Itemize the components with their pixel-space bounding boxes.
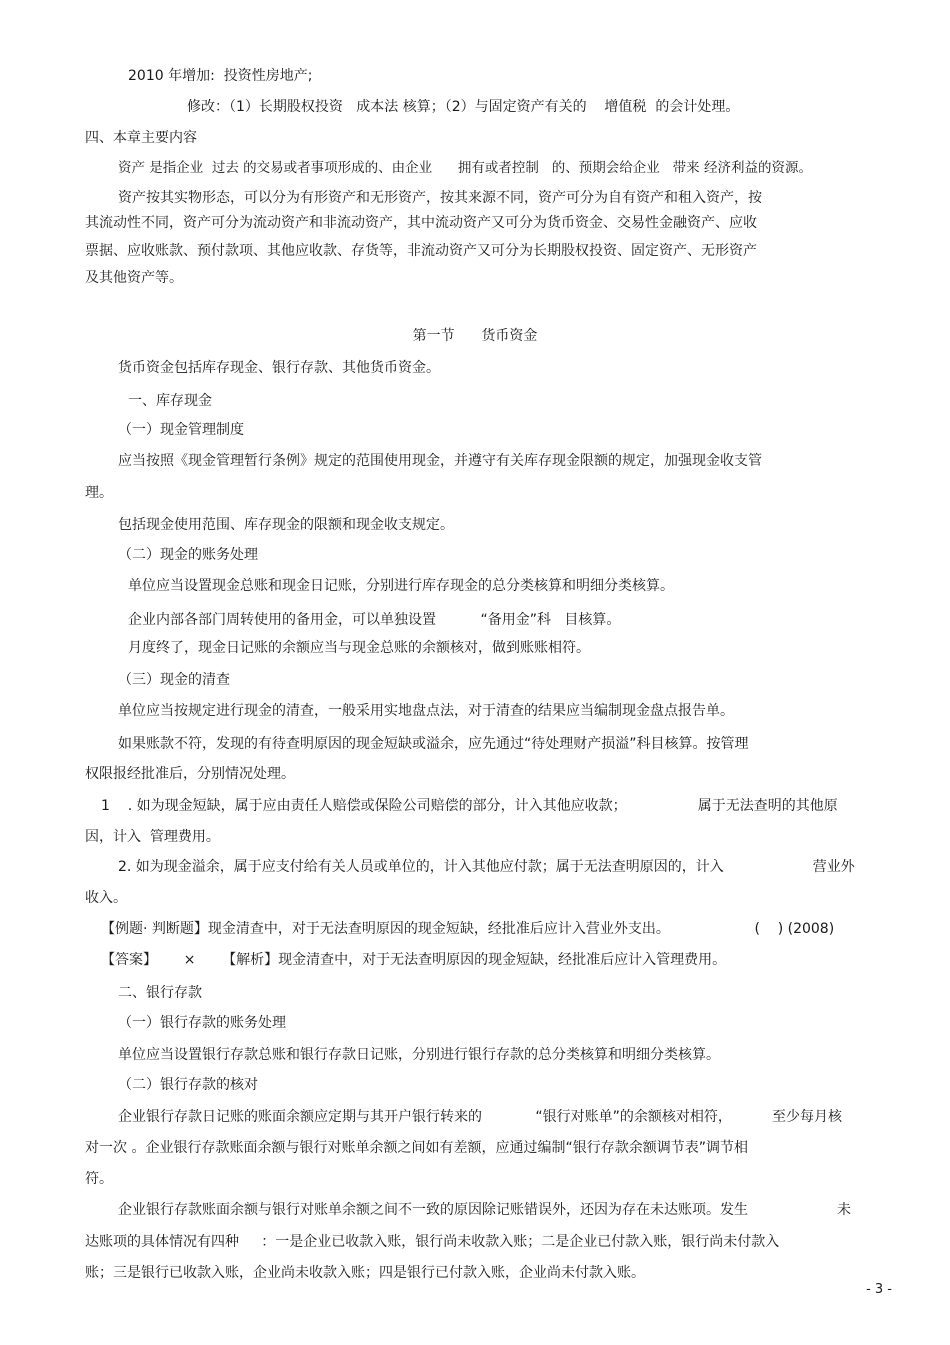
page-number: - 3 - [866, 1282, 892, 1297]
text-line: 包括现金使用范围、库存现金的限额和现金收支规定。 [118, 517, 454, 533]
subsection-heading: 一、库存现金 [128, 393, 212, 409]
chapter-section-title: 第一节 货币资金 [412, 328, 538, 344]
text-line: 收入。 [85, 890, 127, 906]
text-line: 及其他资产等。 [85, 270, 183, 286]
subsection-heading: （二）现金的账务处理 [118, 547, 258, 563]
subsection-heading: （三）现金的清查 [118, 672, 230, 688]
text-line: 应当按照《现金管理暂行条例》规定的范围使用现金，并遵守有关库存现金限额的规定，加强现金收支管 [118, 453, 762, 469]
text-line: 账；三是银行已收款入账，企业尚未收款入账；四是银行已付款入账，企业尚未付款入账。 [85, 1265, 645, 1281]
text-line: 资产 是指企业 过去 的交易或者事项形成的、由企业 拥有或者控制 的、预期会给企业 带来 经济利益的资源。 [118, 160, 812, 176]
text-line: 2010 年增加: 投资性房地产; [128, 68, 313, 84]
text-line: 2. 如为现金溢余，属于应支付给有关人员或单位的，计入其他应付款；属于无法查明原因的，计入 营业外 [118, 859, 855, 875]
text-line: 单位应当设置银行存款总账和银行存款日记账，分别进行银行存款的总分类核算和明细分类核算。 [118, 1047, 720, 1063]
text-line: 企业内部各部门周转使用的备用金，可以单独设置 “备用金”科 目核算。 [128, 612, 621, 628]
example-answer: 【答案】 × 【解析】现金清查中，对于无法查明原因的现金短缺，经批准后应计入管理费用。 [101, 952, 727, 968]
subsection-heading: 二、银行存款 [118, 985, 202, 1001]
text-line: 其流动性不同，资产可分为流动资产和非流动资产，其中流动资产又可分为货币资金、交易性金融资产、应收 [85, 215, 757, 231]
text-line: 权限报经批准后，分别情况处理。 [85, 766, 295, 782]
text-line: 单位应当设置现金总账和现金日记账，分别进行库存现金的总分类核算和明细分类核算。 [128, 578, 674, 594]
section-heading: 四、本章主要内容 [85, 130, 197, 146]
text-line: 如果账款不符，发现的有待查明原因的现金短缺或溢余，应先通过“待处理财产损溢”科目核算。按管理 [118, 736, 749, 752]
text-line: 达账项的具体情况有四种 ：一是企业已收款入账，银行尚未收款入账；二是企业已付款入账，银行尚未付款入 [85, 1234, 780, 1250]
text-line: 因，计入 管理费用。 [85, 829, 220, 845]
text-line: 资产按其实物形态，可以分为有形资产和无形资产，按其来源不同，资产可分为自有资产和租入资产，按 [118, 190, 762, 206]
text-line: 修改：（1）长期股权投资 成本法 核算；（2）与固定资产有关的 增值税 的会计处理。 [187, 99, 740, 115]
subsection-heading: （一）银行存款的账务处理 [118, 1015, 286, 1031]
text-line: 货币资金包括库存现金、银行存款、其他货币资金。 [118, 360, 440, 376]
text-line: 单位应当按规定进行现金的清查，一般采用实地盘点法，对于清查的结果应当编制现金盘点报告单。 [118, 703, 734, 719]
text-line: 理。 [85, 485, 113, 501]
text-line: 1 . 如为现金短缺，属于应由责任人赔偿或保险公司赔偿的部分，计入其他应收款； 属于无法查明的其他原 [101, 798, 838, 814]
subsection-heading: （一）现金管理制度 [118, 422, 244, 438]
text-line: 对一次 。企业银行存款账面余额与银行对账单余额之间如有差额，应通过编制“银行存款余额调节表”调节相 [85, 1140, 748, 1156]
text-line: 符。 [85, 1171, 113, 1187]
text-line: 月度终了，现金日记账的余额应当与现金总账的余额核对，做到账账相符。 [128, 640, 590, 656]
text-line: 企业银行存款日记账的账面余额应定期与其开户银行转来的 “银行对账单”的余额核对相符， 至少每月核 [118, 1109, 842, 1125]
subsection-heading: （二）银行存款的核对 [118, 1077, 258, 1093]
text-line: 票据、应收账款、预付款项、其他应收款、存货等，非流动资产又可分为长期股权投资、固定资产、无形资产 [85, 243, 757, 259]
example-question: 【例题· 判断题】现金清查中，对于无法查明原因的现金短缺，经批准后应计入营业外支出。 ( ) (2008) [101, 921, 835, 937]
text-line: 企业银行存款账面余额与银行对账单余额之间不一致的原因除记账错误外，还因为存在未达账项。发生 未 [118, 1202, 852, 1218]
